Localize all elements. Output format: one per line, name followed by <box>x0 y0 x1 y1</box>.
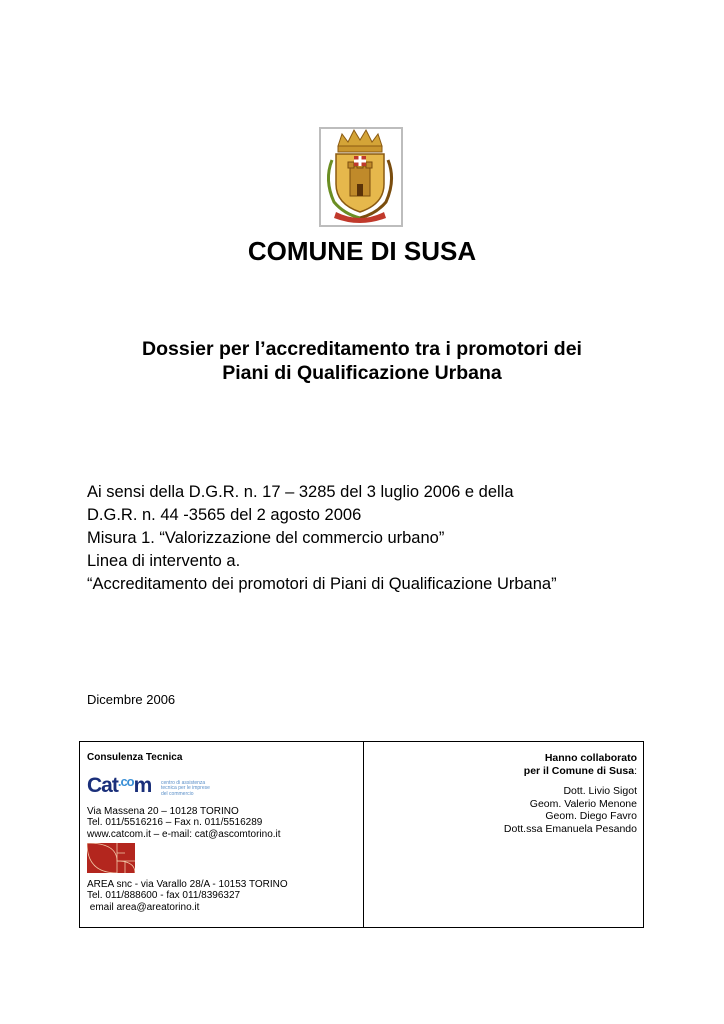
credits-table <box>79 741 644 928</box>
legal-line: Linea di intervento a. <box>87 552 241 570</box>
document-subtitle <box>0 337 724 385</box>
coat-of-arms-icon <box>316 126 404 228</box>
catcom-logo-word: Cat$^{.co}$m <box>87 773 152 797</box>
legal-line: Misura 1. “Valorizzazione del commercio urbano” <box>87 529 445 547</box>
collaborator-name: Dott. Livio Sigot <box>563 785 637 797</box>
catcom-address-line: Via Massena 20 – 10128 TORINO <box>87 805 239 817</box>
legal-line: D.G.R. n. 44 -3565 del 2 agosto 2006 <box>87 506 362 524</box>
table-divider <box>363 742 364 927</box>
collaborator-name: Dott.ssa Emanuela Pesando <box>503 822 637 835</box>
area-phone-line: Tel. 011/888600 - fax 011/8396327 <box>87 890 241 901</box>
catcom-phone-line: Tel. 011/5516216 – Fax n. 011/5516289 <box>87 817 263 828</box>
legal-reference <box>87 481 557 596</box>
consulting-cell <box>87 752 357 913</box>
legal-line: Ai sensi della D.G.R. n. 17 – 3285 del 3 luglio 2006 e della <box>87 483 514 501</box>
catcom-web-line: www.catcom.it – e-mail: cat@ascomtorino.it <box>87 828 281 840</box>
collaborators-cell <box>377 752 637 835</box>
consulting-heading: Consulenza Tecnica <box>87 752 183 763</box>
collaborator-name: Geom. Diego Favro <box>545 810 637 822</box>
subtitle-line: Piani di Qualificazione Urbana <box>222 362 502 384</box>
catcom-logo <box>87 773 357 804</box>
subtitle-line: Dossier per l’accreditamento tra i promotori dei <box>142 338 582 360</box>
collaborator-name: Geom. Valerio Menone <box>529 797 637 810</box>
golden-spiral-logo-icon <box>87 843 135 873</box>
legal-line: “Accreditamento dei promotori di Piani di Qualificazione Urbana” <box>87 575 557 593</box>
document-date: Dicembre 2006 <box>87 692 176 707</box>
collaborators-heading: Hanno collaborato <box>544 752 637 764</box>
page-title: COMUNE DI SUSA <box>247 236 477 266</box>
area-email-line: email area@areatorino.it <box>87 901 200 913</box>
area-address-line: AREA snc - via Varallo 28/A - 10153 TORINO <box>87 878 288 890</box>
catcom-logo-tagline: centro di assistenza tecnica per le imprese del commercio <box>161 779 210 797</box>
collaborators-heading-line2: per il Comune di Susa: <box>523 764 637 777</box>
